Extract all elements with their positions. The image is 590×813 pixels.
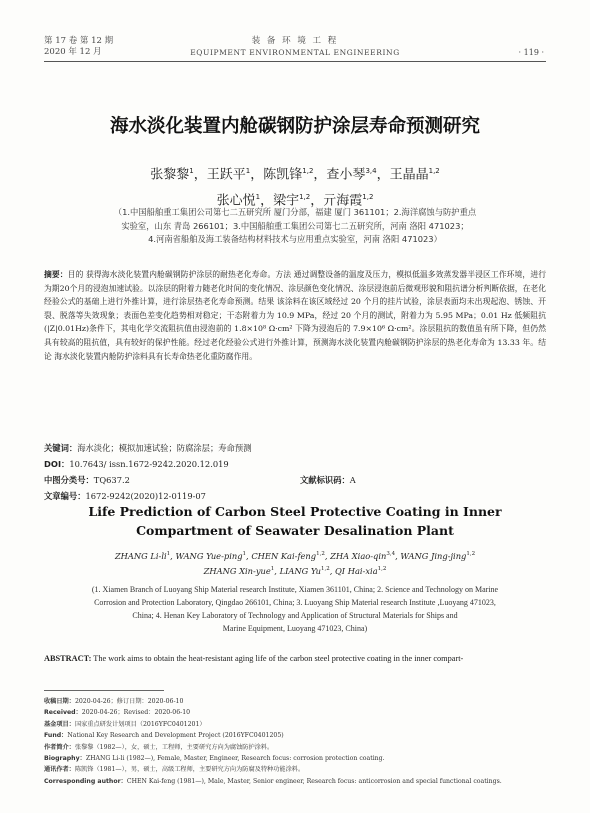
author-affiliation-mark: 1,2 — [320, 566, 330, 573]
author-name: ZHA Xiao-qin — [330, 550, 387, 561]
paper-title-zh: 海水淡化装置内舱碳钢防护涂层寿命预测研究 — [109, 116, 480, 137]
header-center — [170, 36, 420, 58]
author-name: 张心悦 — [216, 193, 256, 209]
affiliations-en — [44, 583, 546, 635]
article-no-value: 1672-9242(2020)12-0119-07 — [85, 491, 206, 501]
journal-name-en: EQUIPMENT ENVIRONMENTAL ENGINEERING — [190, 48, 400, 57]
author-name: WANG Jing-jing — [400, 550, 467, 561]
author-affiliation-mark: 1,2 — [466, 551, 476, 557]
author-affiliation-mark: 1,2 — [428, 167, 440, 175]
author-affiliation-mark: 1 — [242, 551, 247, 557]
keywords-text: 海水淡化；模拟加速试验；防腐涂层；寿命预测 — [77, 443, 252, 453]
title-line: Life Prediction of Carbon Steel Protective Coating in Inner — [88, 504, 502, 519]
footnote-text: 2020-04-26；修订日期：2020-06-10 — [74, 698, 184, 705]
abstract-text: 目的 获得海水淡化装置内舱碳钢防护涂层的耐热老化寿命。方法 通过调整设备的温度及压力，模拟低温多效蒸发器半浸区工作环境，进行为期20个月的浸泡加速试验。以涂层的附着力随老化时间的变化情况、涂层颜色变化情况、涂层浸泡前后微观形貌和阻抗谱分析判断依据，在老化经验公式的基础上进行外推计算，进行涂层热老化寿命预测。结果 该涂料在该区域经过 20 个月的挂片试验，涂层表面均未出现起泡、锈蚀、开裂、脱落等失效现象；表面色差变化趋势相对稳定；干态附着力为 10.9 MPa，经过 20 个月的测试，附着力为 5.95 MPa；0.01 Hz 低频阻抗(|Z|0.01Hz)条件下，其电化学交流阻抗值由浸泡前的 1.8×10⁸ Ω·cm² 下降为浸泡后的 7.9×10⁶ Ω·cm²。涂层阻抗的数值虽有所下降，但仍然具有较高的阻抗值，具有较好的保护性能。经过老化经验公式进行外推计算，预测海水淡化装置内舱碳钢防护涂层的热老化寿命为 13.33 年。结论 海水淡化装置内舱防护涂料具有长寿命热老化重防腐作用。 — [44, 270, 547, 361]
author-affiliation-mark: 1,2 — [362, 193, 374, 202]
author-name: LIANG Yu — [279, 566, 321, 577]
abstract-label: 摘要： — [44, 270, 68, 279]
footnote-line — [44, 753, 546, 764]
footnote-line — [44, 776, 546, 787]
affiliation-line: （1.中国船舶重工集团公司第七二五研究所 厦门分部，福建 厦门 361101；2.海洋腐蚀与防护重点 — [113, 207, 477, 217]
issue-date: 2020 年 12 月 — [44, 47, 102, 57]
author-affiliation-mark: 1,2 — [377, 566, 387, 573]
header-rule — [44, 61, 546, 62]
affiliation-line: 实验室，山东 青岛 266101；3.中国船舶重工集团公司第七二五研究所，河南 洛阳 471023； — [121, 220, 469, 231]
footnote-text: ZHANG Li-li (1982—), Female, Master, Engineer, Research focus: corrosion protection coating. — [85, 755, 385, 763]
author-name: 王跃平 — [206, 167, 246, 183]
affiliation-line: 4.河南省船舶及海工装备结构材料技术与应用重点实验室，河南 洛阳 471023） — [148, 234, 442, 244]
footnote-text: CHEN Kai-feng (1981—), Male, Master, Senior engineer, Research focus: anticorrosion and special functional coatings. — [126, 777, 502, 785]
author-name: 查小琴 — [326, 167, 366, 183]
abstract-zh — [44, 268, 546, 363]
doi — [44, 458, 229, 470]
footnote-label: Fund： — [44, 732, 68, 740]
author-name: 亓海霞 — [323, 193, 363, 209]
author-name: WANG Yue-ping — [175, 550, 243, 561]
header-left — [44, 36, 113, 58]
keywords-zh — [44, 442, 251, 454]
author-list-zh — [60, 160, 530, 213]
abstract-en-text: The work aims to obtain the heat-resistant aging life of the carbon steel protective coating in the inner compart- — [93, 654, 464, 663]
author-name: QI Hai-xia — [335, 566, 378, 577]
paper-title-en — [40, 502, 550, 540]
author-affiliation-mark: 1 — [270, 566, 275, 573]
author-affiliation-mark: 1 — [245, 167, 251, 175]
affiliation-line: (1. Xiamen Branch of Luoyang Ship Material research Institute, Xiamen 361101, China; 2. Science and Technology on Marine — [91, 585, 499, 594]
clc-label: 中图分类号： — [44, 475, 94, 485]
footnote-label: Received： — [44, 709, 82, 717]
footnote-text: 国家重点研发计划项目（2016YFC0401201） — [74, 720, 206, 728]
doc-code-value: A — [349, 475, 356, 485]
author-affiliation-mark: 1 — [166, 551, 171, 557]
clc-number — [44, 474, 130, 486]
footnote-label: 作者简介： — [44, 743, 75, 751]
affiliation-line: Marine Equipment, Luoyang 471023, China) — [222, 624, 368, 633]
author-affiliation-mark: 1 — [255, 193, 261, 202]
journal-name-zh: 装 备 环 境 工 程 — [251, 36, 339, 46]
author-name: ZHANG Li-li — [114, 550, 167, 561]
footnote-line — [44, 730, 546, 741]
author-affiliation-mark: 1,2 — [316, 551, 325, 557]
abstract-en — [44, 653, 546, 665]
author-name: CHEN Kai-feng — [251, 550, 317, 561]
keywords-label: 关键词： — [44, 443, 78, 453]
volume-issue: 第 17 卷 第 12 期 — [44, 36, 114, 46]
author-affiliation-mark: 3,4 — [386, 551, 396, 557]
footnote-label: 收稿日期： — [44, 698, 75, 705]
affiliations-zh — [60, 206, 530, 247]
footnote-rule — [44, 690, 164, 691]
author-name: 梁宇 — [273, 193, 300, 209]
abstract-en-label: ABSTRACT: — [44, 654, 92, 663]
author-affiliation-mark: 3,4 — [365, 167, 377, 175]
document-code — [300, 474, 356, 486]
author-list-en — [40, 548, 550, 579]
footnote-text: 张黎黎（1982—），女，硕士，工程师，主要研究方向为腐蚀防护涂料。 — [74, 743, 274, 751]
article-number — [44, 490, 206, 502]
author-name: 王晶晶 — [389, 167, 429, 183]
doi-value: 10.7643/ issn.1672-9242.2020.12.019 — [69, 459, 229, 469]
affiliation-line: Corrosion and Protection Laboratory, Qingdao 266101, China; 3. Luoyang Ship Material research Institute ,Luoyang 471023, — [94, 598, 496, 607]
footnote-label: 通讯作者： — [44, 766, 75, 774]
author-affiliation-mark: 1,2 — [299, 193, 311, 202]
author-line: ZHANG Xin-yue$^1$, LIANG Yu$^{1,2}$, QI Hai-xia$^{1,2}$ — [203, 566, 387, 577]
footnote-label: 基金项目： — [44, 720, 75, 728]
article-no-label: 文章编号： — [44, 491, 86, 501]
author-line: 张心悦$^1$，梁宇$^{1,2}$，亓海霞$^{1,2}$ — [216, 193, 374, 209]
page-number: · 119 · — [518, 48, 544, 57]
footnote-text: 陈凯锋（1981—），男，硕士，高级工程师，主要研究方向为防腐及特种功能涂料。 — [74, 766, 305, 774]
doi-label: DOI： — [44, 459, 70, 469]
footnote-label: Corresponding author： — [44, 777, 127, 785]
footnote-line — [44, 707, 546, 718]
author-line: 张黎黎$^1$，王跃平$^1$，陈凯锋$^{1,2}$，查小琴$^{3,4}$，王晶晶$^{1,2}$ — [150, 167, 440, 183]
footnote-text: National Key Research and Development Project (2016YFC0401205) — [67, 732, 284, 740]
footnote-line — [44, 742, 546, 753]
footnote-text: 2020-04-26；Revised：2020-06-10 — [81, 709, 191, 717]
author-name: 张黎黎 — [150, 167, 190, 183]
author-line: ZHANG $Li-li^1$, WANG Yue-ping$^1$, CHEN Kai-feng$^{1,2}$, ZHA Xiao-qin$^{3,4}$, WANG Jing-jing$^{1,2}$ — [114, 550, 476, 561]
author-affiliation-mark: 1,2 — [302, 167, 314, 175]
clc-value: TQ637.2 — [93, 475, 130, 485]
doc-code-label: 文献标识码： — [300, 475, 350, 485]
footnote-line — [44, 764, 546, 775]
author-name: 陈凯锋 — [263, 167, 303, 183]
footnotes — [44, 696, 546, 787]
affiliation-line: China; 4. Henan Key Laboratory of Technology and Application of Structural Materials for Ships and — [132, 611, 458, 620]
author-name: ZHANG Xin-yue — [203, 566, 271, 577]
author-affiliation-mark: 1 — [189, 167, 194, 175]
footnote-line — [44, 696, 546, 707]
footnote-label: Biography： — [44, 755, 86, 763]
footnote-line — [44, 719, 546, 730]
title-line: Compartment of Seawater Desalination Plant — [136, 523, 454, 538]
